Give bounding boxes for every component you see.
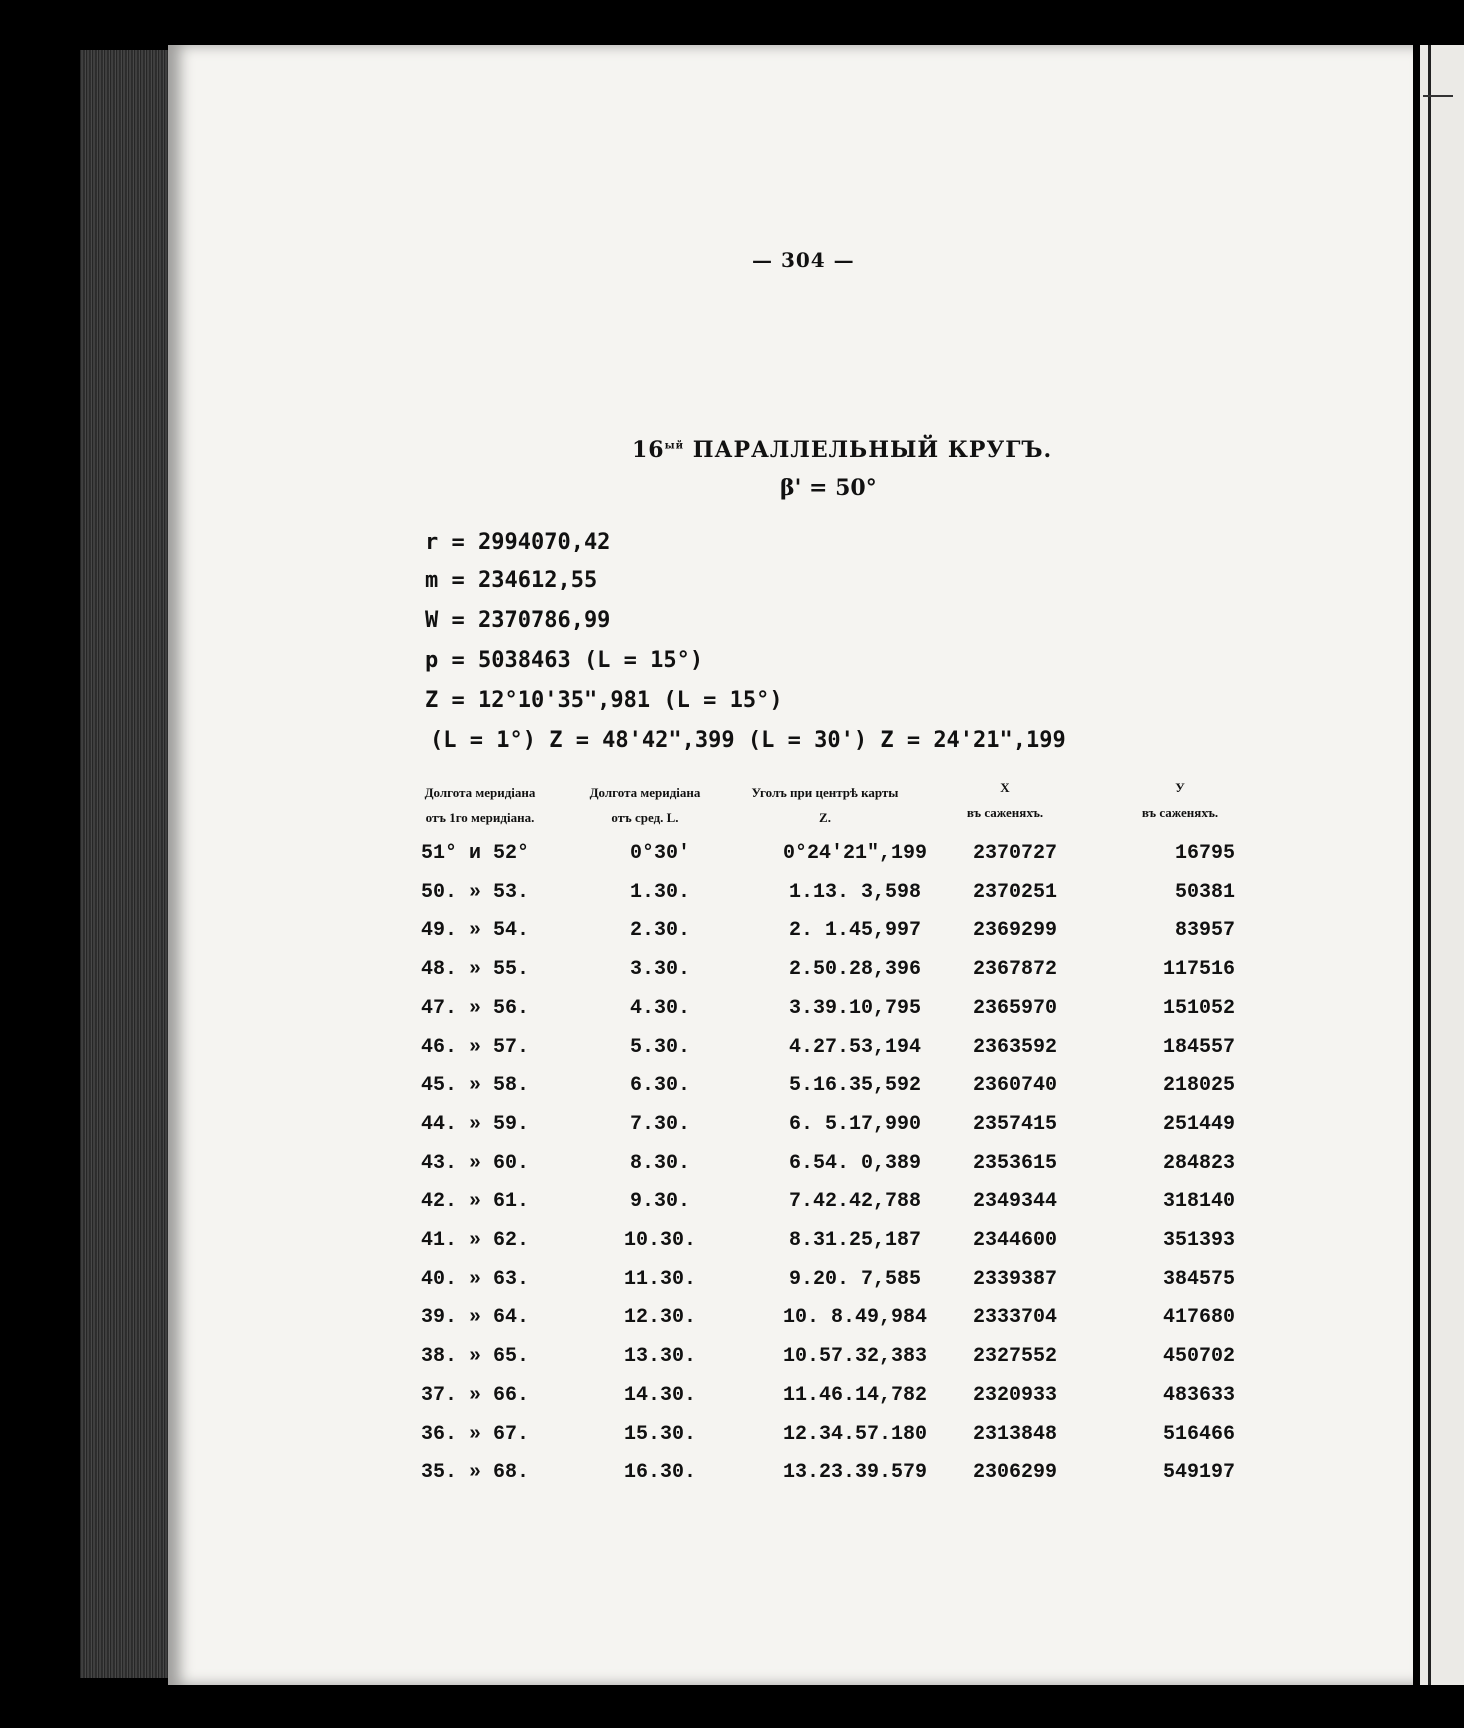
page-title: [632, 437, 1052, 463]
cell-x-value: 2344600: [972, 1229, 1057, 1252]
cell-y-value: 251449: [1162, 1112, 1235, 1136]
cell-y-value: 549197: [1162, 1461, 1235, 1485]
title-ordinal-suffix: ый: [664, 440, 685, 452]
cell-meridian-middle: 6.30.: [629, 1074, 690, 1098]
cell-meridian-middle: 3.30.: [629, 958, 690, 982]
param-w: W = 2370786,99: [425, 608, 611, 633]
cell-meridian-first: 43. » 60.: [420, 1151, 530, 1175]
cell-meridian-first: 51° и 52°: [420, 842, 530, 865]
cell-meridian-middle: 1.30.: [629, 880, 690, 904]
cell-meridian-first: 42. » 61.: [420, 1190, 530, 1214]
cell-meridian-first: 35. » 68.: [420, 1461, 530, 1485]
cell-x-value: 2363592: [972, 1035, 1057, 1059]
cell-y-value: 351393: [1162, 1229, 1235, 1252]
cell-angle-z: 10.57.32,383: [782, 1345, 928, 1369]
cell-angle-z: 5.16.35,592: [788, 1074, 922, 1098]
cell-meridian-middle: 5.30.: [629, 1035, 690, 1059]
cell-y-value: 184557: [1162, 1035, 1235, 1059]
cell-meridian-first: 37. » 66.: [420, 1383, 530, 1407]
cell-angle-z: 11.46.14,782: [782, 1383, 928, 1407]
cell-x-value: 2367872: [972, 958, 1057, 982]
cell-angle-z: 12.34.57.180: [782, 1422, 928, 1446]
cell-meridian-middle: 16.30.: [623, 1461, 696, 1485]
book-page-edges: [80, 50, 175, 1678]
cell-angle-z: 2. 1.45,997: [788, 919, 922, 943]
cell-x-value: 2313848: [972, 1422, 1057, 1446]
column-header-y: У въ саженяхъ.: [1141, 780, 1219, 820]
cell-x-value: 2369299: [972, 919, 1057, 943]
param-z: Z = 12°10'35",981 (L = 15°): [425, 688, 783, 713]
cell-y-value: 117516: [1162, 958, 1235, 982]
cell-meridian-middle: 0°30': [629, 842, 690, 865]
cell-meridian-middle: 9.30.: [629, 1190, 690, 1214]
cell-angle-z: 2.50.28,396: [788, 958, 922, 982]
cell-meridian-first: 44. » 59.: [420, 1112, 530, 1136]
cell-angle-z: 8.31.25,187: [788, 1229, 922, 1252]
cell-x-value: 2306299: [972, 1461, 1057, 1485]
column-header-x: X въ саженяхъ.: [966, 780, 1044, 820]
cell-meridian-first: 39. » 64.: [420, 1306, 530, 1330]
title-text: ПАРАЛЛЕЛЬНЫЙ КРУГЪ.: [692, 437, 1053, 463]
cell-meridian-first: 38. » 65.: [420, 1345, 530, 1369]
cell-y-value: 16795: [1174, 842, 1235, 865]
cell-meridian-middle: 11.30.: [623, 1267, 696, 1291]
title-number: 16: [632, 437, 665, 463]
cell-angle-z: 3.39.10,795: [788, 996, 922, 1020]
cell-x-value: 2365970: [972, 996, 1057, 1020]
column-header-meridian-middle: Долгота меридiана отъ сред. L.: [589, 785, 701, 825]
cell-y-value: 151052: [1162, 996, 1235, 1020]
cell-angle-z: 7.42.42,788: [788, 1190, 922, 1214]
cell-y-value: 516466: [1162, 1422, 1235, 1446]
cell-angle-z: 10. 8.49,984: [782, 1306, 928, 1330]
cell-angle-z: 1.13. 3,598: [788, 880, 922, 904]
page-gutter-mark: [1423, 95, 1453, 97]
cell-y-value: 417680: [1162, 1306, 1235, 1330]
cell-meridian-first: 45. » 58.: [420, 1074, 530, 1098]
cell-y-value: 83957: [1174, 919, 1235, 943]
cell-meridian-middle: 7.30.: [629, 1112, 690, 1136]
cell-meridian-first: 47. » 56.: [420, 996, 530, 1020]
cell-x-value: 2327552: [972, 1345, 1057, 1369]
cell-meridian-first: 46. » 57.: [420, 1035, 530, 1059]
cell-meridian-middle: 13.30.: [623, 1345, 696, 1369]
cell-x-value: 2360740: [972, 1074, 1057, 1098]
cell-meridian-middle: 8.30.: [629, 1151, 690, 1175]
cell-meridian-middle: 15.30.: [623, 1422, 696, 1446]
cell-y-value: 50381: [1174, 880, 1235, 904]
cell-meridian-first: 48. » 55.: [420, 958, 530, 982]
cell-x-value: 2333704: [972, 1306, 1057, 1330]
latitude-line: β' = 50°: [780, 475, 877, 501]
adjacent-page: [1420, 45, 1464, 1685]
cell-x-value: 2353615: [972, 1151, 1057, 1175]
param-m: m = 234612,55: [425, 568, 598, 593]
cell-angle-z: 6.54. 0,389: [788, 1151, 922, 1175]
cell-meridian-first: 40. » 63.: [420, 1267, 530, 1291]
cell-meridian-middle: 4.30.: [629, 996, 690, 1020]
cell-meridian-middle: 14.30.: [623, 1383, 696, 1407]
cell-angle-z: 0°24'21",199: [782, 842, 928, 865]
cell-x-value: 2370727: [972, 842, 1057, 865]
cell-angle-z: 6. 5.17,990: [788, 1112, 922, 1136]
cell-meridian-middle: 2.30.: [629, 919, 690, 943]
param-r: r = 2994070,42: [425, 530, 611, 555]
cell-y-value: 483633: [1162, 1383, 1235, 1407]
cell-x-value: 2339387: [972, 1267, 1057, 1291]
cell-y-value: 284823: [1162, 1151, 1235, 1175]
cell-meridian-first: 36. » 67.: [420, 1422, 530, 1446]
cell-x-value: 2370251: [972, 880, 1057, 904]
cell-angle-z: 13.23.39.579: [782, 1461, 928, 1485]
column-header-angle: Уголъ при центрѣ карты Z.: [751, 785, 899, 825]
cell-angle-z: 9.20. 7,585: [788, 1267, 922, 1291]
cell-meridian-middle: 12.30.: [623, 1306, 696, 1330]
page-gutter-line: [1428, 45, 1431, 1685]
cell-y-value: 218025: [1162, 1074, 1235, 1098]
cell-y-value: 384575: [1162, 1267, 1235, 1291]
cell-x-value: 2357415: [972, 1112, 1057, 1136]
cell-x-value: 2320933: [972, 1383, 1057, 1407]
cell-x-value: 2349344: [972, 1190, 1057, 1214]
cell-meridian-first: 50. » 53.: [420, 880, 530, 904]
cell-meridian-first: 41. » 62.: [420, 1229, 530, 1252]
cell-angle-z: 4.27.53,194: [788, 1035, 922, 1059]
page-number: — 304 —: [752, 248, 855, 272]
param-z-variants: (L = 1°) Z = 48'42",399 (L = 30') Z = 24'21",199: [430, 728, 1066, 753]
cell-meridian-first: 49. » 54.: [420, 919, 530, 943]
cell-y-value: 318140: [1162, 1190, 1235, 1214]
cell-meridian-middle: 10.30.: [623, 1229, 696, 1252]
column-header-meridian-first: Долгота меридiана отъ 1го меридiана.: [424, 785, 536, 825]
param-p: p = 5038463 (L = 15°): [425, 648, 704, 673]
cell-y-value: 450702: [1162, 1345, 1235, 1369]
